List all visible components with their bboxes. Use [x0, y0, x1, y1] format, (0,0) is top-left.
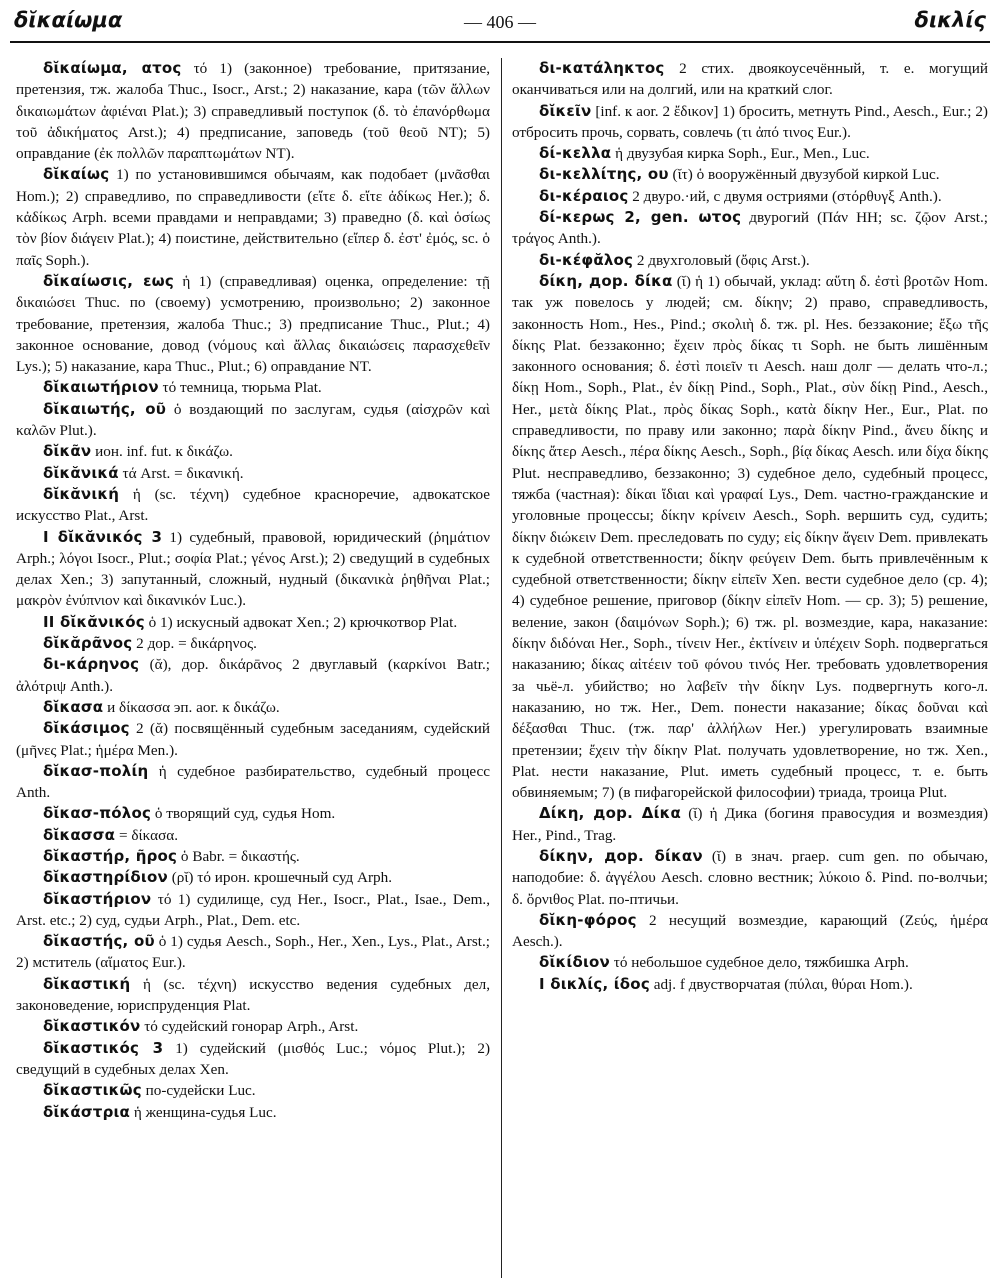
entry-headword: δίκη, дор. δίκα — [539, 271, 673, 290]
entry-definition: τά Arst. = δικανική. — [118, 464, 244, 482]
entry-definition: ἡ судебное разбирательство, судебный процесс Anth. — [16, 762, 490, 802]
dictionary-entry — [16, 846, 490, 867]
dictionary-entry — [16, 463, 490, 484]
entry-definition: τό темница, тюрьма Plat. — [158, 379, 322, 397]
entry-headword: δῐκαίως — [43, 165, 110, 184]
dictionary-entry — [16, 58, 490, 164]
entry-headword: I δικλίς, ίδος — [539, 974, 650, 993]
entry-headword: δῐκᾰνική — [43, 484, 120, 503]
entry-headword: δῐκασ-πόλος — [43, 804, 152, 823]
entry-headword: δῐκαστική — [43, 974, 131, 993]
dictionary-entry — [512, 164, 988, 185]
entry-headword: Δίκη, дор. Δίκα — [539, 804, 682, 823]
running-head-right: δικλίς — [914, 8, 986, 32]
entry-headword: δι-κατάληκτος — [539, 59, 665, 77]
entry-definition: и δίκασσα эп. aor. к δικάζω. — [103, 698, 280, 716]
entry-definition: 1) судебный, правовой, юридический (ῥημάτιον Arph.; λόγοι Isocr., Plut.; σοφία Plat.; γένος Arst.); 2) сведущий в судебных делах Xen.; 3) запутанный, сложный, нудный (δικανικὰ ῥηθῆναι Plat.; μακρὸν ἐνύπνιον καὶ δικανικόν Luc.). — [16, 528, 490, 610]
dictionary-entry — [512, 846, 988, 910]
dictionary-entry — [512, 207, 988, 250]
entry-definition: τό судейский гонорар Arph., Arst. — [140, 1018, 359, 1036]
entry-definition: (ῐτ) ὁ вооружённый двузубой киркой Luc. — [668, 166, 940, 184]
dictionary-entry — [16, 1080, 490, 1101]
entry-headword: δῐκᾰνικά — [43, 463, 119, 482]
entry-headword: δῐκαιωτήριον — [43, 378, 159, 397]
entry-headword: δῐκαίωσις, εως — [43, 271, 174, 290]
entry-headword: δί-κελλα — [539, 144, 612, 163]
entry-definition: = δίκασα. — [115, 826, 179, 844]
entry-definition: (ῐ) ἡ 1) обычай, уклад: αὕτη δ. ἐστὶ βροτῶν Hom. так уж повелось у людей; см. δίκην; 2) право, справедливость, законность Hom., Hes., Pind.; σκολιὴ δ. тж. pl. Hes. беззаконие; ἔξω τῆς δίκης Plat. беззаконно; ἔχειν πρὸς δίκας τι Soph. не быть лишённым законного основания; δ. ἐστὶ ποιεῖν τι Aesch. наш долг — делать что-л.; δίκῃ Hom., Soph., Plat., ἐν δίκῃ Pind., Soph., Plat., σὺν δίκῃ Pind., Aesch., Her., μετὰ δίκης Plat., πρὸς δίκας Soph., κατὰ δίκην Her., Eur., Plat. по справедливости, по праву или законно; παρὰ δίκην Pind., ἄνευ δίκης и δίκης ἄτερ Aesch., πέρα δίκης Aesch., Soph., βίᾳ δίκας Aesch. или δίχα δίκης Plut. несправедливо, беззаконно; 3) судебное дело, судебный процесс, тяжба (частная): δίκαι ἴδιαι καὶ γραφαί Lys., Dem. частно-гражданские и уголовные процессы; δίκην κρίνειν Aesch., Soph. вершить суд, судить; δίκην διώκειν Dem. преследовать по суду; εἰς δίκην ἄγειν Dem. привлекать к судебной ответственности; δίκην φεύγειν Dem. быть привлечённым к судебной ответственности; δίκην εἰπεῖν Xen. вести судебное дело (ср. 4); 4) судебное решение, приговор (δίκην εἰπεῖν Hom. — ср. 3); 5) решение, веление, закон (δαιμόνων Soph.); 6) тж. pl. возмездие, кара, наказание: δίκην διδόναι Her., Soph., τίνειν Her., ἐκτίνειν и ὑπέχειν Soph. подвергаться наказанию; δίκας αἰτέειν τοῦ φόνου τινός Her. требовать удовлетворения за чьё-л. убийство; но λαβεῖν τὴν δίκην Lys. подвергнуть кого-л. наказанию, но тж. Her., Dem. понести наказание; δίκας δοῦναι καὶ δέξασθαι Thuc. (тж. παρ' ἀλλήλων Her.) урегулировать взаимные претензии; ἔχειν τὴν δίκην Plat. получать удовлетворение, но тж. Xen., Plat. нести наказание, Plut. иметь судебный процесс, т. е. быть обвиняемым; 7) (в пифагорейской философии) триада, троица Plut. — [512, 272, 988, 802]
dictionary-entry — [512, 803, 988, 846]
dictionary-entry — [512, 271, 988, 803]
entry-definition: (ᾰ), дор. δικάρᾱνος 2 двуглавый (καρκίνοι Batr.; ἀλότριψ Anth.). — [16, 656, 490, 695]
entry-headword: δι-κελλίτης, ου — [539, 165, 669, 184]
entry-headword: δίκην, дор. δίκαν — [539, 846, 703, 865]
entry-headword: δι-κάρηνος — [43, 655, 140, 674]
dictionary-entry — [16, 803, 490, 824]
entry-headword: δῐκάσιμος — [43, 719, 130, 738]
entry-headword: δῐκαστικόν — [43, 1017, 141, 1036]
dictionary-entry — [16, 761, 490, 804]
entry-headword: δῐκαιωτής, οῦ — [43, 399, 167, 418]
dictionary-entry — [512, 101, 988, 144]
entry-definition: ион. inf. fut. к δικάζω. — [91, 443, 233, 461]
entry-definition: ἡ женщина-судья Luc. — [130, 1103, 277, 1121]
dictionary-entry — [512, 910, 988, 953]
page-header — [0, 0, 1000, 44]
entry-headword: δῐκαίωμα, ατος — [43, 59, 182, 77]
entry-definition: 2 стих. двоякоусечённый, т. е. могущий оканчиваться или на долгий, или на краткий слог. — [512, 60, 988, 99]
entry-headword: δῐκη-φόρος — [539, 910, 637, 929]
dictionary-entry — [16, 931, 490, 974]
entry-definition: ἡ (sc. τέχνη) искусство ведения судебных дел, законоведение, юриспруденция Plat. — [16, 975, 490, 1015]
running-head-left: δῐκαίωμα — [14, 8, 123, 32]
right-column — [512, 58, 988, 995]
entry-definition: τό 1) судилище, суд Her., Isocr., Plat., Isae., Dem., Arst. etc.; 2) суд, судьи Arph., Plat., Dem. etc. — [16, 890, 490, 929]
dictionary-entry — [16, 271, 490, 377]
entry-definition: ὁ Babr. = δικαστής. — [177, 847, 300, 865]
entry-headword: δῐκάστρια — [43, 1102, 131, 1121]
entry-headword: δῐκαστήριον — [43, 889, 152, 908]
entry-definition: τό небольшое судебное дело, тяжбишка Arph. — [609, 954, 909, 972]
dictionary-entry — [16, 633, 490, 654]
column-divider — [501, 58, 502, 1278]
dictionary-entry — [512, 952, 988, 973]
dictionary-entry — [512, 250, 988, 271]
dictionary-entry — [16, 825, 490, 846]
entry-definition: [inf. к aor. 2 ἔδικον] 1) бросить, метнуть Pind., Aesch., Eur.; 2) отбросить прочь, сорвать, совлечь (τι ἀπό τινος Eur.). — [512, 102, 988, 141]
dictionary-entry — [16, 867, 490, 888]
entry-definition: 1) по установившимся обычаям, как подобает (μνᾶσθαι Hom.); 2) справедливо, по справедливости (εἴτε δ. εἴτε ἀδίκως Her.); δ. κἀδίκως Arph. всеми правдами и неправдами; 3) праведно (δ. καὶ ὁσίως τὸν βίον διάγειν Plat.); 4) поистине, действительно (εἴπερ δ. ἐστ' ἐμός, sc. ὁ παῖς Soph.). — [16, 166, 490, 269]
dictionary-entry — [16, 377, 490, 398]
entry-definition: 2 (ᾰ) посвящённый судебным заседаниям, судейский (μῆνες Plat.; ἡμέρα Men.). — [16, 720, 490, 759]
dictionary-entry — [512, 58, 988, 101]
entry-headword: II δῐκᾰνικός — [43, 612, 145, 631]
dictionary-entry — [512, 974, 988, 995]
entry-headword: δῐκᾰρᾶνος — [43, 634, 133, 653]
dictionary-entry — [16, 697, 490, 718]
dictionary-entry — [16, 654, 490, 697]
entry-headword: δῐκασ-πολίη — [43, 761, 149, 780]
entry-definition: 2 двуро.·ий, с двумя остриями (στόρθυγξ Anth.). — [628, 187, 942, 205]
entry-definition: по-судейски Luc. — [141, 1082, 256, 1100]
entry-headword: δῐκασα — [43, 697, 104, 716]
dictionary-entry — [16, 889, 490, 932]
dictionary-entry — [16, 484, 490, 527]
entry-definition: 1) судейский (μισθός Luc.; νόμος Plut.); 2) сведущий в судебных делах Xen. — [16, 1039, 491, 1078]
entry-headword: δῐκίδιον — [539, 953, 610, 972]
entry-definition: ἡ двузубая кирка Soph., Eur., Men., Luc. — [611, 145, 870, 163]
entry-headword: δῐκαστήρ, ῆρος — [43, 846, 178, 865]
dictionary-entry — [512, 143, 988, 164]
entry-definition: ὁ 1) искусный адвокат Xen.; 2) крючкотвор Plat. — [144, 613, 458, 631]
dictionary-entry — [16, 974, 490, 1017]
entry-definition: ὁ 1) судья Aesch., Soph., Her., Xen., Lys., Plat., Arst.; 2) мститель (αἵματος Eur.). — [16, 933, 490, 972]
dictionary-entry — [16, 527, 490, 612]
entry-definition: (ῐ) в знач. praep. cum gen. по обычаю, наподобие: δ. ἀγγέλου Aesch. словно вестник; λύκοιο δ. Pind. по-волчьи; δ. ὄρνιθος Plat. по-птичьи. — [512, 847, 988, 908]
entry-definition: τό 1) (законное) требование, притязание, претензия, тж. жалоба Thuc., Isocr., Arst.; 2) наказание, кара (τῶν ἄλλων δικαιωμάτων ἀφιέναι Plat.); 3) справедливый поступок (δ. τὸ ἐπανόρθωμα τοῦ ἀδικήματος Arst.); 4) предписание, заповедь (τοῦ θεοῦ NT); 5) оправдание (ἐκ πολλῶν παραπτωμάτων NT). — [16, 60, 490, 163]
page-number: — 406 — — [464, 12, 536, 32]
entry-headword: I δῐκᾰνικός 3 — [43, 527, 163, 546]
entry-definition: 2 дор. = δικάρηνος. — [132, 635, 257, 653]
entry-definition: ἡ (sc. τέχνη) судебное красноречие, адвокатское искусство Plat., Arst. — [16, 485, 490, 525]
header-rule — [10, 41, 990, 43]
entry-definition: ὁ творящий суд, судья Hom. — [151, 805, 336, 823]
entry-headword: δί-κερως 2, gen. ωτος — [539, 208, 742, 227]
entry-headword: δῐκαστής, οῦ — [43, 932, 155, 951]
entry-headword: δῐκαστηρίδιον — [43, 868, 168, 887]
entry-definition: (ρῐ) τό ирон. крошечный суд Arph. — [167, 869, 393, 887]
entry-definition: (ῐ) ἡ Дика (богиня правосудия и возмездия) Her., Pind., Trag. — [512, 805, 989, 844]
entry-definition: ἡ 1) (справедливая) оценка, определение: τῇ δικαιώσει Thuc. по (своему) усмотрению, произвольно; 2) законное требование, претензия, жалоба Thuc.; 3) предписание Thuc., Plut.; 4) законное основание, довод (νόμους καὶ ἄλλας δικαιώσεις παρασχεθεῖν Lys.); 5) наказание, кара Thuc., Plut.; 6) оправдание NT. — [16, 272, 490, 376]
entry-headword: δῐκεῖν — [539, 101, 592, 120]
entry-headword: δῐκαστικός 3 — [43, 1038, 164, 1057]
dictionary-entry — [16, 1102, 490, 1123]
entry-headword: δι-κέραιος — [539, 186, 629, 205]
entry-headword: δῐκασσα — [43, 825, 116, 844]
dictionary-entry — [16, 718, 490, 761]
dictionary-entry — [16, 612, 490, 633]
entry-headword: δι-κέφᾰλος — [539, 250, 634, 269]
dictionary-entry — [16, 1038, 490, 1081]
entry-definition: 2 несущий возмездие, карающий (Ζεύς, ἡμέρα Aesch.). — [512, 911, 988, 951]
entry-definition: ὁ воздающий по заслугам, судья (αἰσχρῶν καὶ καλῶν Plut.). — [16, 400, 490, 440]
dictionary-entry — [16, 1016, 490, 1037]
dictionary-entry — [16, 441, 490, 462]
entry-definition: двурогий (Πάν HH; sc. ζῷον Arst.; τράγος Anth.). — [512, 209, 988, 248]
entry-headword: δῐκαστικῶς — [43, 1081, 142, 1100]
dictionary-entry — [16, 164, 490, 270]
entry-headword: δῐκᾶν — [43, 442, 92, 461]
left-column — [16, 58, 490, 1123]
entry-definition: 2 двухголовый (ὄφις Arst.). — [633, 251, 810, 269]
entry-definition: adj. f двустворчатая (πύλαι, θύραι Hom.). — [649, 975, 913, 993]
dictionary-entry — [512, 186, 988, 207]
dictionary-entry — [16, 399, 490, 442]
